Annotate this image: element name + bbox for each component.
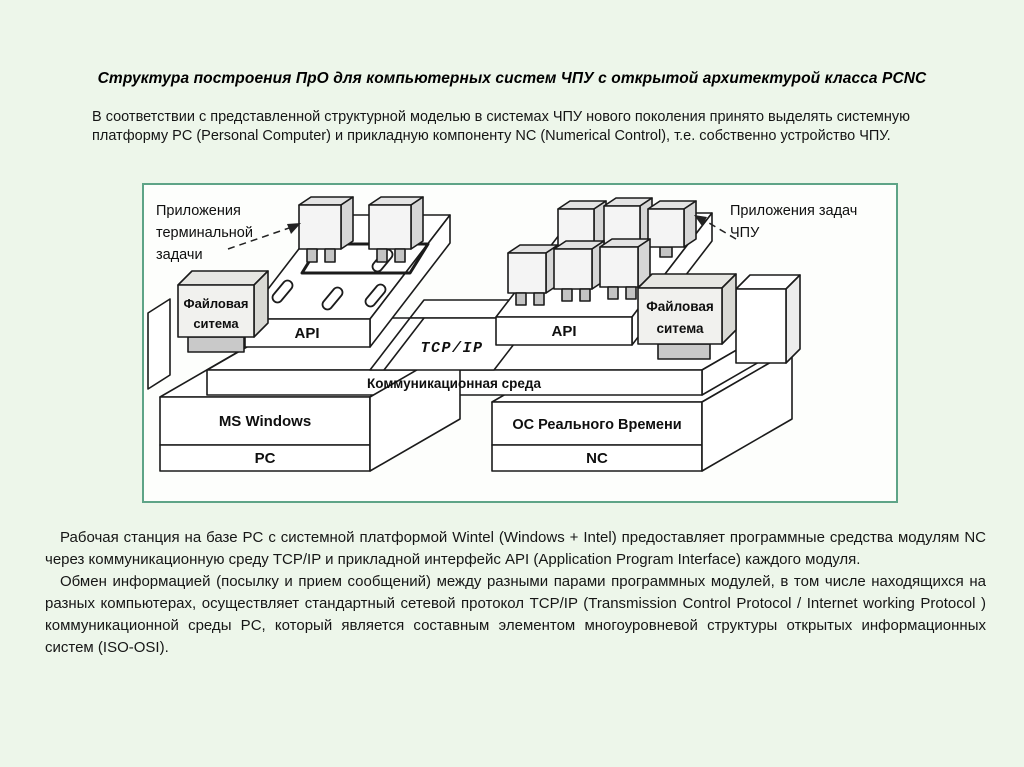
- nc-label: NC: [586, 450, 608, 467]
- file-system-right-label-line1: Файловая: [646, 299, 714, 314]
- rtos-label: ОС Реального Времени: [512, 417, 682, 433]
- callout-terminal-line3: задачи: [156, 247, 203, 263]
- architecture-diagram: [144, 185, 896, 501]
- architecture-diagram-frame: [142, 183, 898, 503]
- callout-terminal-line1: Приложения: [156, 203, 241, 219]
- page-title: Структура построения ПрО для компьютерных систем ЧПУ с открытой архитектурой класса PCNC: [97, 70, 927, 87]
- file-system-left-label-line2: ситема: [193, 316, 239, 331]
- left-step-wall: [148, 299, 170, 389]
- callout-cnc-line1: Приложения задач: [730, 203, 858, 219]
- body-paragraph-1: Рабочая станция на базе PC с системной платформой Wintel (Windows + Intel) предоставляет программные средства модулям NC через коммуникационную среду TCP/IP и прикладной интерфейс API (Application Program Interface) каждого модуля.: [45, 529, 986, 568]
- file-system-right-label-line2: ситема: [656, 321, 704, 336]
- right-back-block: [736, 275, 800, 363]
- tcpip-label: TCP/IP: [420, 340, 484, 357]
- api-left-label: API: [294, 325, 320, 342]
- file-system-left-label-line1: Файловая: [183, 296, 249, 311]
- callout-terminal-line2: терминальной: [156, 225, 253, 241]
- ms-windows-label: MS Windows: [218, 413, 312, 430]
- pc-label: PC: [254, 450, 276, 467]
- callout-cnc-line2: ЧПУ: [730, 225, 760, 241]
- api-right-label: API: [551, 323, 577, 340]
- body-text: [45, 527, 986, 659]
- body-paragraph-2: Обмен информацией (посылку и прием сообщений) между разными парами программных модулей, в том числе находящихся на разных компьютерах, осуществляет стандартный сетевой протокол TCP/IP (Transmission Control Protocol / Internet working Protocol ) коммуникационной среды PC, который является составным элементом многоуровневой структуры открытых информационных систем (ISO-OSI).: [45, 573, 986, 656]
- communication-layer-label: Коммуникационная среда: [367, 376, 541, 391]
- intro-paragraph: В соответствии с представленной структурной моделью в системах ЧПУ нового поколения принято выделять системную платформу PC (Personal Computer) и прикладную компоненту NC (Numerical Control), т.е. собственно устройство ЧПУ.: [92, 109, 910, 144]
